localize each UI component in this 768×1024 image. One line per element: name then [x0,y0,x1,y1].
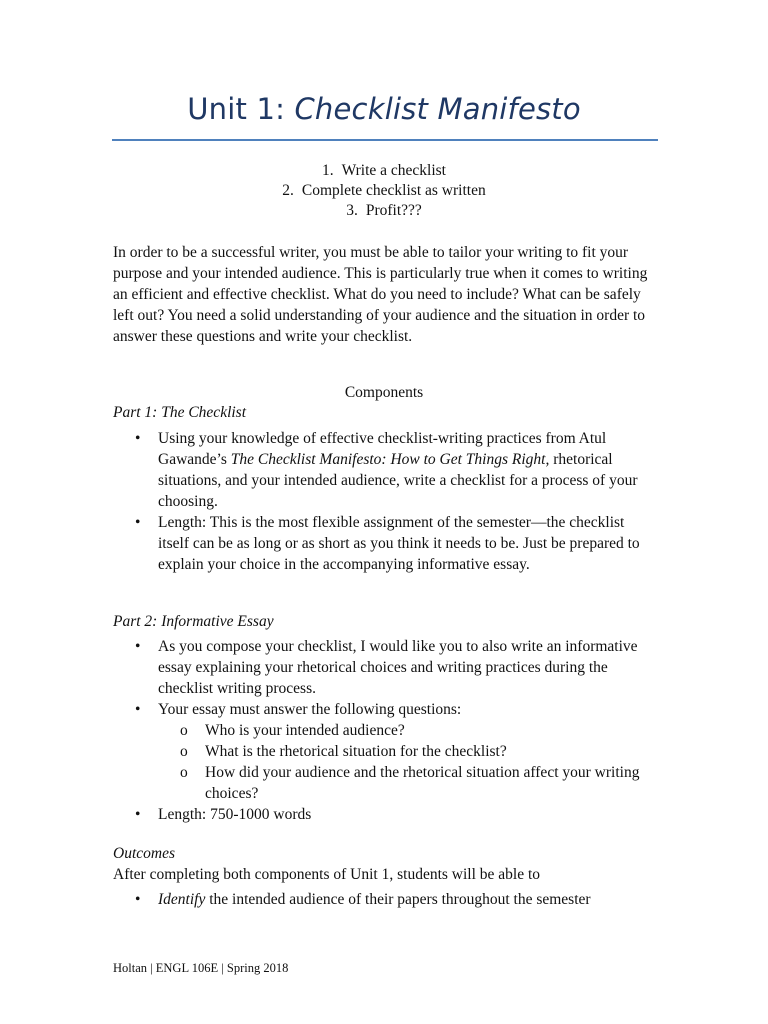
outcomes-list [135,889,655,910]
outcomes-heading: Outcomes [113,845,175,862]
sublist-item [180,720,655,741]
bullet-text: As you compose your checklist, I would like you to also write an informative essay explaining your rhetorical choices and writing practices during the checklist writing process. [158,638,638,697]
title-prefix: Unit 1: [187,92,295,126]
step-text: Profit??? [365,202,422,219]
bullet-text: Your essay must answer the following questions: [158,701,462,718]
step-item [0,181,768,201]
bullet-icon: • [135,891,141,908]
bullet-text: Length: 750-1000 words [158,806,312,823]
list-item [135,699,655,804]
step-text: Write a checklist [341,162,446,179]
title-italic: Checklist Manifesto [294,92,581,126]
list-item [135,804,655,825]
page-title [0,92,768,126]
list-item [135,428,655,512]
part1-list [135,428,655,575]
part2-heading: Part 2: Informative Essay [113,613,274,630]
outcomes-text: After completing both components of Unit 1, students will be able to [113,866,541,883]
book-title: The Checklist Manifesto: How to Get Things Right, [230,451,550,468]
step-text: Complete checklist as written [301,182,486,199]
bullet-text: Length: This is the most flexible assignment of the semester—the checklist itself can be as long or as short as you think it needs to be. Just be prepared to explain your choice in the accompanying informative essay. [158,514,640,573]
bullet-text: rhetorical situations, and your intended audience, write a checklist for a process of your choosing. [158,451,638,510]
step-item [0,161,768,181]
part1-heading: Part 1: The Checklist [113,404,247,421]
sublist-item [180,741,655,762]
bullet-icon: • [135,430,141,447]
outcome-verb: Identify [158,891,206,908]
numbered-steps [0,161,768,221]
bullet-icon: • [135,514,141,531]
bullet-icon: • [135,638,141,655]
circle-bullet-icon: o [180,722,188,739]
circle-bullet-icon: o [180,743,188,760]
sublist-text: How did your audience and the rhetorical situation affect your writing choices? [205,764,640,802]
step-number: 2. [282,182,294,199]
bullet-icon: • [135,806,141,823]
bullet-text: the intended audience of their papers throughout the semester [205,891,591,908]
sublist-text: What is the rhetorical situation for the checklist? [205,743,507,760]
part2-list [135,636,655,825]
circle-bullet-icon: o [180,764,188,781]
list-item [135,512,655,575]
title-rule [112,139,658,141]
step-number: 1. [321,162,334,179]
step-number: 3. [346,202,358,219]
list-item [135,636,655,699]
sublist-item [180,762,655,804]
page-footer: Holtan | ENGL 106E | Spring 2018 [113,961,289,975]
bullet-icon: • [135,701,141,718]
question-sublist [158,720,655,804]
step-item [0,201,768,221]
intro-paragraph: In order to be a successful writer, you must be able to tailor your writing to fit your purpose and your intended audience. This is particularly true when it comes to writing an efficient and effective checklist. What do you need to include? What can be safely left out? You need a solid understanding of your audience and the situation in order to answer these questions and write your checklist. [113,244,648,345]
sublist-text: Who is your intended audience? [205,722,405,739]
bullet-text: Using your knowledge of effective checklist-writing practices from Atul Gawande’s [158,430,607,468]
components-heading: Components [344,384,424,401]
list-item [135,889,655,910]
